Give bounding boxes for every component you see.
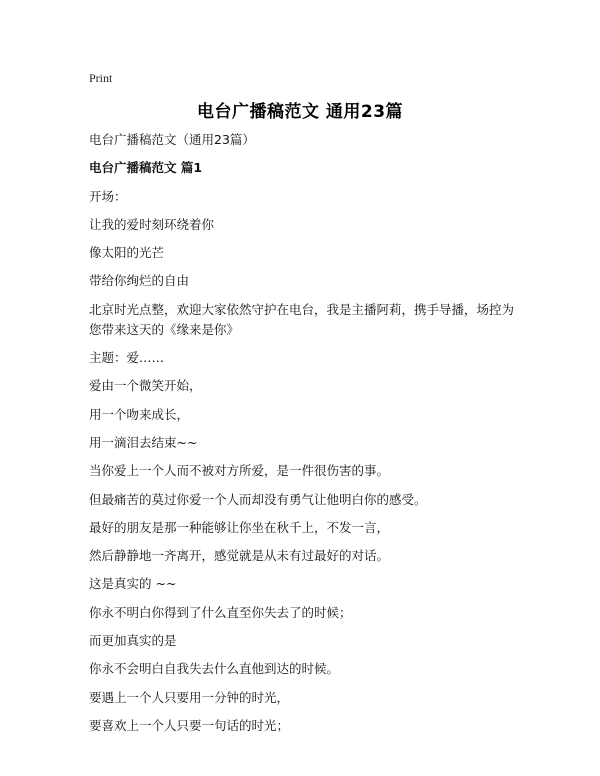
paragraph: 带给你绚烂的自由: [89, 273, 190, 289]
page-title: 电台广播稿范文 通用23篇: [196, 102, 404, 122]
paragraph: 而更加真实的是: [89, 633, 177, 649]
paragraph: 用一个吻来成长，: [89, 406, 190, 422]
document-body: [89, 130, 519, 744]
paragraph: 要遇上一个人只要用一分钟的时光，: [89, 689, 290, 705]
paragraph: 像太阳的光芒: [89, 245, 165, 261]
paragraph: 但最痛苦的莫过你爱一个人而却没有勇气让他明白你的感受。: [89, 491, 427, 507]
paragraph: 你永不明白你得到了什么直至你失去了的时候；: [89, 604, 352, 620]
paragraph: 让我的爱时刻环绕着你: [89, 216, 215, 232]
paragraph: 用一滴泪去结束~~: [89, 434, 198, 450]
paragraph: 爱由一个微笑开始，: [89, 378, 202, 394]
paragraph: 要喜欢上一个人只要一句话的时光；: [89, 717, 290, 733]
paragraph: 开场：: [89, 188, 127, 204]
paragraph: 然后静静地一齐离开，感觉就是从未有过最好的对话。: [89, 548, 390, 564]
document-subtitle: 电台广播稿范文（通用23篇）: [89, 132, 255, 147]
paragraph: 这是真实的 ~~: [89, 576, 177, 592]
print-link[interactable]: Print: [89, 71, 113, 85]
paragraph: 你永不会明白自我失去什么直他到达的时候。: [89, 661, 340, 677]
paragraph: 最好的朋友是那一种能够让你坐在秋千上，不发一言，: [89, 519, 390, 535]
section-heading: 电台广播稿范文 篇1: [89, 160, 203, 176]
paragraph: 主题：爱……: [89, 350, 165, 366]
paragraph: 当你爱上一个人而不被对方所爱，是一件很伤害的事。: [89, 463, 390, 479]
paragraph: 北京时光点整，欢迎大家依然守护在电台，我是主播阿莉，携手导播，场控为您带来这天的《缘来是你》: [89, 301, 515, 337]
